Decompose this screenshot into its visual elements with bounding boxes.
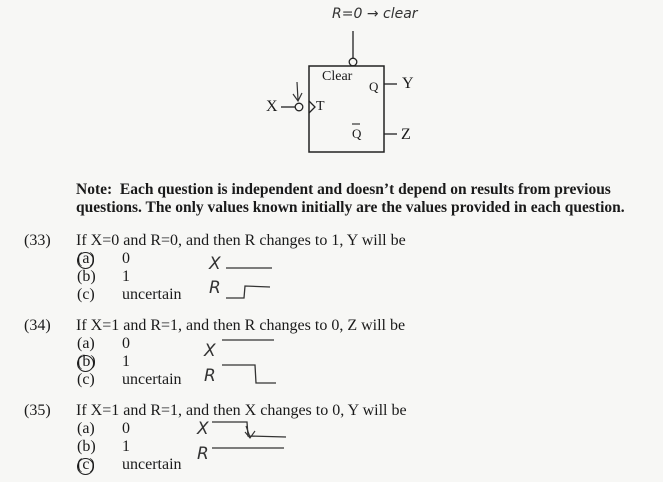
circuit-lines [0, 0, 663, 170]
question-text: If X=1 and R=1, and then X changes to 0, Y will be [76, 402, 407, 419]
option-c-label[interactable]: (c) [77, 456, 95, 473]
z-label: Z [401, 126, 411, 143]
note-prefix: Note: [76, 181, 113, 198]
r-annotation: R=0 → clear [332, 6, 418, 22]
sketch-r-label: R [197, 444, 209, 464]
option-c-value: uncertain [122, 286, 182, 303]
sketch-x-label: X [209, 254, 221, 274]
q-label: Q [369, 79, 379, 94]
option-b-label[interactable]: (b) [77, 268, 96, 285]
clear-bubble [349, 58, 357, 66]
option-c-value: uncertain [122, 456, 182, 473]
question-34 [0, 317, 663, 397]
sketch-x-label: X [197, 419, 209, 439]
y-label: Y [402, 75, 414, 92]
option-a-label[interactable]: (a) [77, 250, 95, 267]
circuit-diagram [0, 0, 663, 170]
question-number: (35) [24, 402, 51, 419]
option-c-value: uncertain [122, 371, 182, 388]
option-a-value: 0 [122, 420, 130, 437]
option-c-label[interactable]: (c) [77, 371, 95, 388]
question-33 [0, 232, 663, 312]
t-bubble [295, 103, 303, 111]
sketch-r-label: R [204, 366, 216, 386]
r-waveform [226, 286, 270, 298]
option-b-value: 1 [122, 268, 130, 285]
sketch-r-label: R [209, 278, 221, 298]
note-text: Each question is independent and doesn’t depend on results from previous questions. The only values known initially are the values provided in each question. [76, 181, 625, 216]
option-a-label[interactable]: (a) [77, 420, 95, 437]
note [76, 181, 656, 217]
t-label: T [316, 99, 325, 114]
down-arrow-icon [293, 82, 302, 101]
r-waveform [222, 365, 276, 383]
question-text: If X=1 and R=1, and then R changes to 0, Z will be [76, 317, 406, 334]
waveform-sketch [218, 327, 298, 397]
option-a-value: 0 [122, 335, 130, 352]
x-label: X [266, 98, 278, 115]
question-35 [0, 402, 663, 482]
clear-label: Clear [322, 69, 353, 84]
waveform-sketch [210, 410, 300, 470]
option-c-label[interactable]: (c) [77, 286, 95, 303]
option-b-value: 1 [122, 353, 130, 370]
option-a-value: 0 [122, 250, 130, 267]
question-number: (34) [24, 317, 51, 334]
option-a-label[interactable]: (a) [77, 335, 95, 352]
qbar-label: Q [352, 126, 362, 141]
option-b-label[interactable]: (b) [77, 353, 96, 370]
option-b-value: 1 [122, 438, 130, 455]
question-text: If X=0 and R=0, and then R changes to 1, Y will be [76, 232, 406, 249]
waveform-sketch [222, 242, 302, 312]
question-number: (33) [24, 232, 51, 249]
sketch-x-label: X [204, 341, 216, 361]
option-b-label[interactable]: (b) [77, 438, 96, 455]
clock-triangle [309, 101, 315, 113]
